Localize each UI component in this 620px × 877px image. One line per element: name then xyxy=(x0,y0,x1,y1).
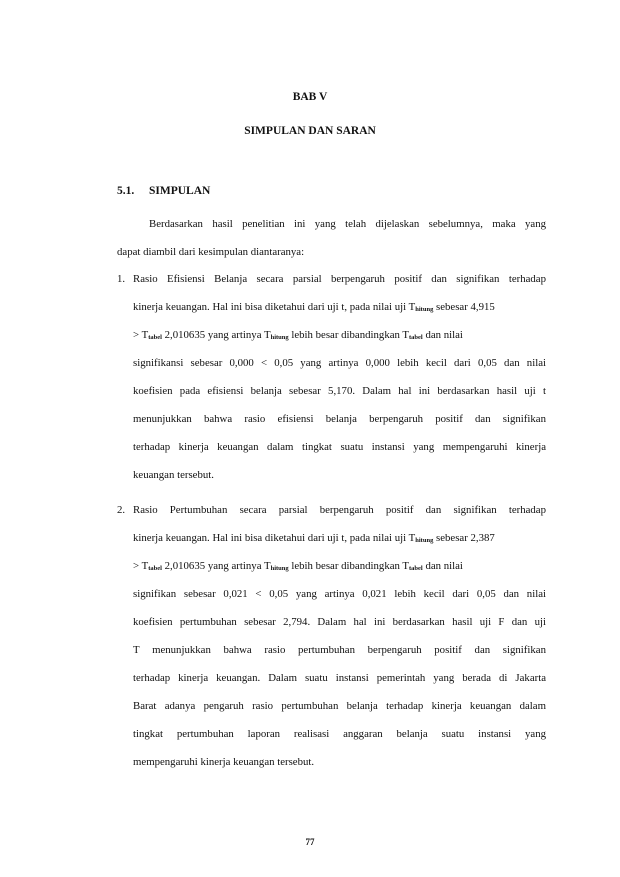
subscript-tabel: tabel xyxy=(409,334,423,341)
subscript-hitung: hitung xyxy=(415,537,434,544)
subscript-hitung: hitung xyxy=(270,565,289,572)
subscript-tabel: tabel xyxy=(409,565,423,572)
item2-line-5: koefisien pertumbuhan sebesar 2,794. Dalam hal ini berdasarkan hasil uji F dan uji xyxy=(133,616,546,628)
item1-line-6: menunjukkan bahwa rasio efisiensi belanja berpengaruh positif dan signifikan xyxy=(133,413,546,425)
subscript-tabel: tabel xyxy=(148,334,162,341)
item1-line-8: keuangan tersebut. xyxy=(133,469,214,481)
subscript-hitung: hitung xyxy=(415,306,434,313)
item1-line-7: terhadap kinerja keuangan dalam tingkat suatu instansi yang mempengaruhi kinerja xyxy=(133,441,546,453)
chapter-label: BAB V xyxy=(292,91,328,103)
item2-line-4: signifikan sebesar 0,021 < 0,05 yang artinya 0,021 lebih kecil dari 0,05 dan nilai xyxy=(133,588,546,600)
item2-line-6: T menunjukkan bahwa rasio pertumbuhan berpengaruh positif dan signifikan xyxy=(133,644,546,656)
page-number: 77 xyxy=(305,837,315,847)
item1-line-3: > $T_{tabel}$ 2,010635 yang artinya $T_{hitung}$ lebih besar dibandingkan $T_{tabel}$ dan nilai xyxy=(133,329,463,341)
item2-line-10: mempengaruhi kinerja keuangan tersebut. xyxy=(133,756,315,768)
item1-line-2 xyxy=(133,300,546,317)
item2-line-8: Barat adanya pengaruh rasio pertumbuhan belanja terhadap kinerja keuangan dalam xyxy=(133,700,546,712)
list-number-2: 2. xyxy=(117,504,126,516)
chapter-title: SIMPULAN DAN SARAN xyxy=(244,125,376,137)
item2-line-9: tingkat pertumbuhan laporan realisasi anggaran belanja suatu instansi yang xyxy=(133,728,546,740)
intro-line-2: dapat diambil dari kesimpulan diantaranya: xyxy=(117,246,305,258)
item1-line-1: Rasio Efisiensi Belanja secara parsial berpengaruh positif dan signifikan terhadap xyxy=(133,273,546,285)
item2-line-7: terhadap kinerja keuangan. Dalam suatu instansi pemerintah yang berada di Jakarta xyxy=(133,672,546,684)
list-number-1: 1. xyxy=(117,273,126,285)
item2-line-1: Rasio Pertumbuhan secara parsial berpengaruh positif dan signifikan terhadap xyxy=(133,504,546,516)
section-number: 5.1. xyxy=(117,185,135,197)
item1-line-2-text: kinerja keuangan. Hal ini bisa diketahui dari uji t, pada nilai uji $T_{hitung}$ sebesar 4,915 xyxy=(133,301,495,313)
subscript-tabel: tabel xyxy=(148,565,162,572)
intro-line-1: Berdasarkan hasil penelitian ini yang telah dijelaskan sebelumnya, maka yang xyxy=(149,218,546,230)
item2-line-2: kinerja keuangan. Hal ini bisa diketahui dari uji t, pada nilai uji $T_{hitung}$ sebesar 2,387 xyxy=(133,532,495,544)
subscript-hitung: hitung xyxy=(270,334,289,341)
item1-line-4: signifikansi sebesar 0,000 < 0,05 yang artinya 0,000 lebih kecil dari 0,05 dan nilai xyxy=(133,357,546,369)
section-title: SIMPULAN xyxy=(149,185,211,197)
item1-line-5: koefisien pada efisiensi belanja sebesar 5,170. Dalam hal ini berdasarkan hasil uji t xyxy=(133,385,546,397)
item2-line-3: > $T_{tabel}$ 2,010635 yang artinya $T_{hitung}$ lebih besar dibandingkan $T_{tabel}$ dan nilai xyxy=(133,560,463,572)
